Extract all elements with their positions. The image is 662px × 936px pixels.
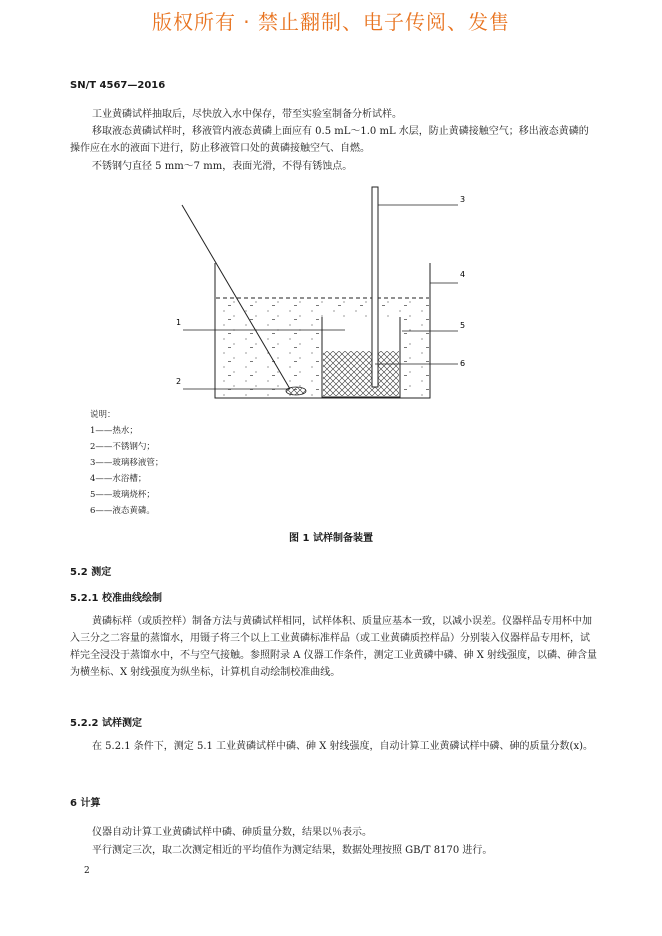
paragraph-steel-spoon: 不锈钢勺直径 5 mm～7 mm，表面光滑，不得有锈蚀点。 bbox=[92, 161, 353, 172]
glass-pipette bbox=[372, 187, 378, 387]
liquid-phosphorus bbox=[323, 351, 399, 396]
section-5-2-1-heading: 5.2.1 校准曲线绘制 bbox=[70, 593, 162, 604]
legend-item: 2——不锈钢勺； bbox=[90, 442, 155, 452]
paragraph-calculation: 仪器自动计算工业黄磷试样中磷、砷质量分数，结果以％表示。 bbox=[92, 827, 372, 838]
paragraph-data-processing: 平行测定三次，取二次测定相近的平均值作为测定结果，数据处理按照 GB/T 8170 进行。 bbox=[92, 845, 493, 856]
callout-2: 2 bbox=[176, 377, 182, 386]
callout-4: 4 bbox=[460, 270, 466, 279]
paragraph-sample-measurement: 在 5.2.1 条件下，测定 5.1 工业黄磷试样中磷、砷 X 射线强度，自动计算工业黄磷试样中磷、砷的质量分数(x)。 bbox=[92, 741, 593, 752]
legend-item: 4——水浴槽； bbox=[90, 474, 147, 484]
legend-item: 5——玻璃烧杯； bbox=[90, 490, 155, 500]
figure-caption: 图 1 试样制备装置 bbox=[289, 533, 373, 544]
section-5-2-heading: 5.2 测定 bbox=[70, 567, 112, 578]
paragraph-calibration: 黄磷标样（或质控样）制备方法与黄磷试样相同，试样体积、质量应基本一致，以减小误差。仪器样品专用杯中加入三分之二容量的蒸馏水，用镊子将三个以上工业黄磷标准样品（或工业黄磷质控样品）分别装入仪器样品专用杯，试样完全浸没于蒸馏水中，不与空气接触。参照附录 A 仪器工作条件，测定工业黄磷中磷、砷 X 射线强度，以磷、砷含量为横坐标、X 射线强度为纵坐标，计算机自动绘制校准曲线。 bbox=[70, 616, 598, 678]
page-number: 2 bbox=[84, 866, 90, 876]
section-5-2-2-heading: 5.2.2 试样测定 bbox=[70, 718, 142, 729]
steel-spoon-bowl bbox=[286, 387, 306, 395]
legend-item: 3——玻璃移液管； bbox=[90, 458, 164, 468]
section-6-heading: 6 计算 bbox=[70, 798, 101, 809]
callout-3: 3 bbox=[460, 195, 466, 204]
paragraph-sample-storage: 工业黄磷试样抽取后，尽快放入水中保存，带至实验室制备分析试样。 bbox=[92, 109, 402, 120]
legend-item: 1——热水； bbox=[90, 426, 138, 436]
callout-5: 5 bbox=[460, 321, 466, 330]
standard-number: SN/T 4567—2016 bbox=[70, 80, 166, 91]
legend-item: 6——液态黄磷。 bbox=[90, 506, 155, 516]
paragraph-pipette-transfer: 移取液态黄磷试样时，移液管内液态黄磷上面应有 0.5 mL～1.0 mL 水层，防止黄磷接触空气；移出液态黄磷的操作应在水的液面下进行，防止移液管口处的黄磷接触空气、自燃。 bbox=[70, 126, 589, 154]
callout-6: 6 bbox=[460, 359, 466, 368]
legend-title: 说明： bbox=[90, 410, 116, 420]
callout-1: 1 bbox=[176, 318, 182, 327]
copyright-banner: 版权所有 · 禁止翻制、电子传阅、发售 bbox=[151, 10, 511, 34]
